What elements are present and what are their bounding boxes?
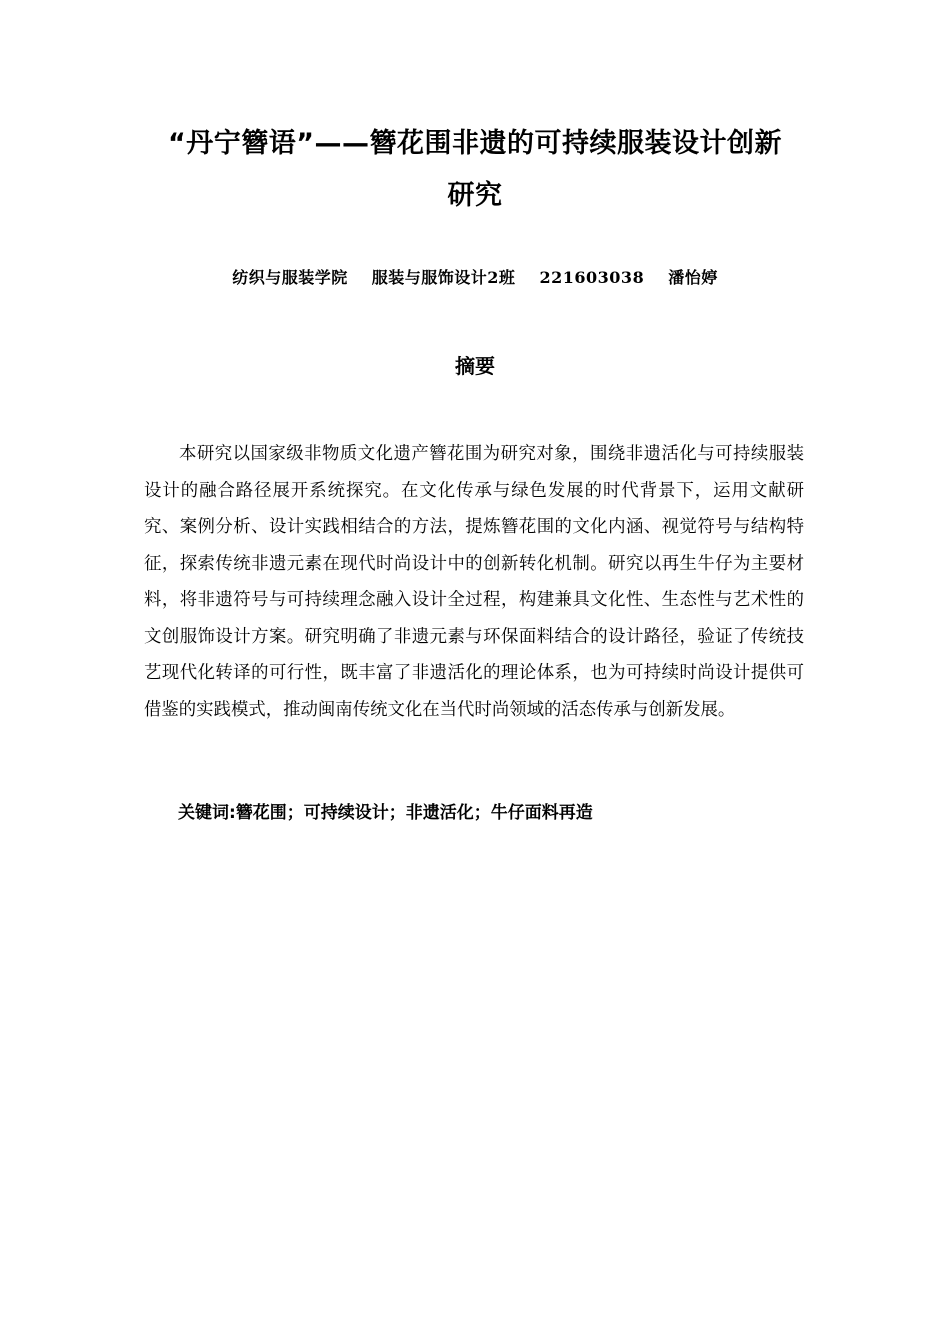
author-name: 潘怡婷 (668, 268, 718, 287)
author-class: 服装与服饰设计2班 (371, 268, 516, 287)
paper-title (140, 118, 810, 222)
abstract-heading: 摘要 (455, 354, 495, 378)
keywords: 关键词:簪花围；可持续设计；非遗活化；牛仔面料再造 (178, 803, 593, 823)
abstract-body: 本研究以国家级非物质文化遗产簪花围为研究对象，围绕非遗活化与可持续服装设计的融合路径展开系统探究。在文化传承与绿色发展的时代背景下，运用文献研究、案例分析、设计实践相结合的方法，提炼簪花围的文化内涵、视觉符号与结构特征，探索传统非遗元素在现代时尚设计中的创新转化机制。研究以再生牛仔为主要材料，将非遗符号与可持续理念融入设计全过程，构建兼具文化性、生态性与艺术性的文创服饰设计方案。研究明确了非遗元素与环保面料结合的设计路径，验证了传统技艺现代化转译的可行性，既丰富了非遗活化的理论体系，也为可持续时尚设计提供可借鉴的实践模式，推动闽南传统文化在当代时尚领域的活态传承与创新发展。 (144, 444, 804, 720)
paper-title-line-2: 研究 (447, 180, 503, 211)
author-info (140, 266, 810, 290)
author-college: 纺织与服装学院 (232, 268, 348, 287)
author-student-id: 221603038 (539, 268, 645, 287)
paper-title-line-1: “丹宁簪语”——簪花围非遗的可持续服装设计创新 (168, 128, 782, 159)
